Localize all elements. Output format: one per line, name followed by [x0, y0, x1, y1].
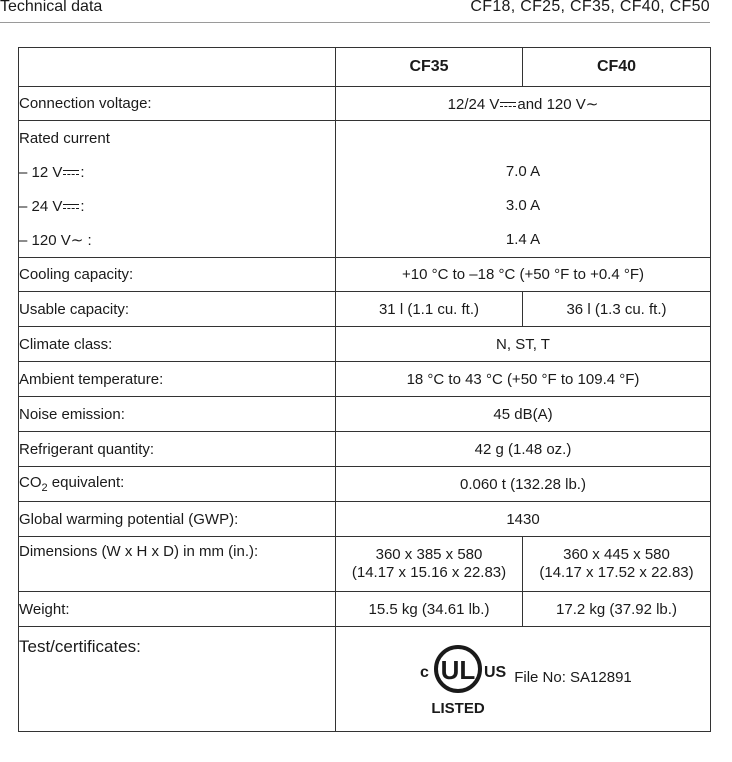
rated-current-120v-value: 1.4 A: [505, 231, 541, 248]
row-dimensions: [19, 537, 711, 592]
weight-label: Weight:: [19, 592, 336, 627]
row-climate-class: [19, 327, 711, 362]
climate-class-value: N, ST, T: [336, 327, 711, 362]
ambient-temperature-value: 18 °C to 43 °C (+50 °F to 109.4 °F): [336, 362, 711, 397]
svg-text:LISTED: LISTED: [431, 700, 485, 717]
cooling-capacity-label: Cooling capacity:: [19, 258, 336, 292]
header-empty-cell: [19, 48, 336, 87]
dimensions-cf40: 360 x 445 x 580 (14.17 x 17.52 x 22.83): [523, 537, 711, 592]
weight-cf40: 17.2 kg (37.92 lb.): [523, 592, 711, 627]
row-co2-equivalent: [19, 467, 711, 502]
gwp-label: Global warming potential (GWP):: [19, 502, 336, 537]
refrigerant-quantity-label: Refrigerant quantity:: [19, 432, 336, 467]
column-header-cf40: CF40: [523, 48, 711, 87]
usable-capacity-cf35: 31 l (1.1 cu. ft.): [336, 292, 523, 327]
row-noise-emission: [19, 397, 711, 432]
section-title: Technical data: [0, 0, 103, 15]
rated-current-24v-value: 3.0 A: [505, 197, 541, 214]
rated-120v-label: – 120 V∼ :: [19, 223, 336, 258]
rated-current-12v-value: 7.0 A: [505, 163, 541, 180]
usable-capacity-cf40: 36 l (1.3 cu. ft.): [523, 292, 711, 327]
column-header-cf35: CF35: [336, 48, 523, 87]
certificate-file-number: File No: SA12891: [514, 668, 632, 686]
connection-voltage-value: 12/24 V and 120 V∼: [336, 87, 711, 121]
svg-text:US: US: [484, 664, 507, 681]
ambient-temperature-label: Ambient temperature:: [19, 362, 336, 397]
cooling-capacity-value: +10 °C to –18 °C (+50 °F to +0.4 °F): [336, 258, 711, 292]
row-cooling-capacity: [19, 258, 711, 292]
row-ambient-temperature: [19, 362, 711, 397]
dimensions-cf35: 360 x 385 x 580 (14.17 x 15.16 x 22.83): [336, 537, 523, 592]
climate-class-label: Climate class:: [19, 327, 336, 362]
svg-text:UL: UL: [440, 655, 476, 685]
weight-cf35: 15.5 kg (34.61 lb.): [336, 592, 523, 627]
certificates-value: [336, 627, 711, 732]
row-connection-voltage: [19, 87, 711, 121]
dimensions-label: Dimensions (W x H x D) in mm (in.):: [19, 537, 336, 592]
certificates-label: Test/certificates:: [19, 627, 336, 732]
rated-current-values: [336, 121, 711, 258]
connection-voltage-label: Connection voltage:: [19, 87, 336, 121]
svg-text:c: c: [420, 664, 430, 681]
row-usable-capacity: [19, 292, 711, 327]
usable-capacity-label: Usable capacity:: [19, 292, 336, 327]
dc-symbol-icon: [63, 169, 79, 177]
page-header: [0, 0, 710, 23]
refrigerant-quantity-value: 42 g (1.48 oz.): [336, 432, 711, 467]
row-refrigerant-quantity: [19, 432, 711, 467]
gwp-value: 1430: [336, 502, 711, 537]
noise-emission-value: 45 dB(A): [336, 397, 711, 432]
ul-listed-logo-icon: [414, 635, 507, 719]
dc-symbol-icon: [500, 101, 516, 109]
co2-equivalent-label: $CO_2$ equivalent:: [19, 467, 336, 502]
row-rated-current: [19, 121, 711, 156]
technical-data-table: [18, 47, 711, 732]
rated-24v-label: – 24 V :: [19, 189, 336, 223]
rated-12v-label: – 12 V :: [19, 155, 336, 189]
model-list: CF18, CF25, CF35, CF40, CF50: [470, 0, 710, 15]
noise-emission-label: Noise emission:: [19, 397, 336, 432]
co2-equivalent-value: 0.060 t (132.28 lb.): [336, 467, 711, 502]
row-gwp: [19, 502, 711, 537]
rated-current-label: Rated current: [19, 121, 336, 156]
row-certificates: [19, 627, 711, 732]
row-weight: [19, 592, 711, 627]
dc-symbol-icon: [63, 203, 79, 211]
